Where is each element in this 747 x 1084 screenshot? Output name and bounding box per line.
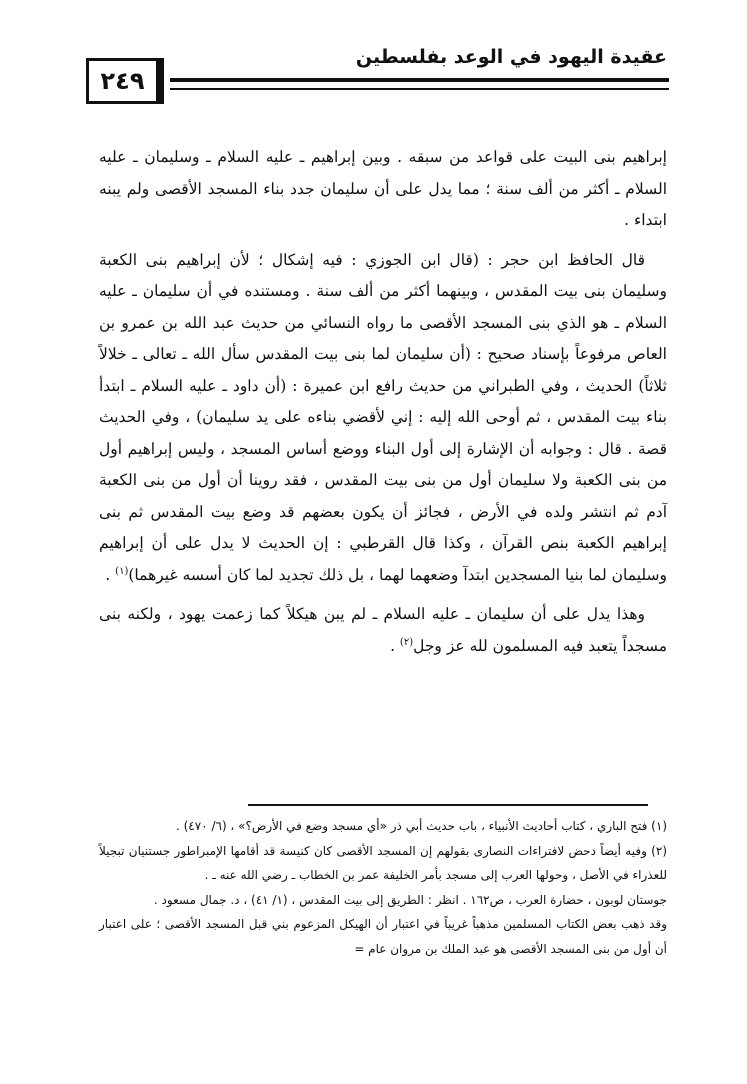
running-title: عقيدة اليهود في الوعد بفلسطين bbox=[355, 46, 667, 68]
paragraph bbox=[99, 142, 667, 237]
main-text bbox=[99, 142, 667, 670]
paragraph-end: . bbox=[390, 636, 400, 655]
paragraph-text: إبراهيم بنى البيت على قواعد من سبقه . وبين إبراهيم ـ عليه السلام ـ وسليمان ـ عليه السلام ـ أكثر من ألف سنة ؛ مما يدل على أن سليمان جدد بناء المسجد الأقصى ولم يبنه ابتداء . bbox=[99, 148, 667, 229]
footnote-ref: (١) bbox=[115, 565, 129, 577]
paragraph-text: قال الحافظ ابن حجر : (قال ابن الجوزي : فيه إشكال ؛ لأن إبراهيم بنى الكعبة وسليمان بنى بيت المقدس ، وبينهما أكثر من ألف سنة . ومستنده في أن سليمان ـ عليه السلام ـ هو الذي بنى المسجد الأقصى ما رواه النسائي من حديث عبد الله بن عمرو بن العاص مرفوعاً بإسناد صحيح : (أن سليمان لما بنى بيت المقدس سأل الله ـ تعالى ـ خلالاً ثلاثاً) الحديث ، وفي الطبراني من حديث رافع ابن عميرة : (أن داود ـ عليه السلام ـ ابتدأ بناء بيت المقدس ، ثم أوحى الله إليه : إني لأقضي بناءه على يد سليمان) ، وفي الحديث قصة . قال : وجوابه أن الإشارة إلى أول البناء ووضع أساس المسجد ، وليس إبراهيم أول من بنى الكعبة ولا سليمان أول من بنى بيت المقدس ، فقد روينا أن أول من بنى الكعبة آدم ثم انتشر ولده في الأرض ، فجائز أن يكون بعضهم قد وضع بيت المقدس ثم بنى إبراهيم الكعبة بنص القرآن ، وكذا قال القرطبي : إن الحديث لا يدل على أن إبراهيم وسليمان لما بنيا المسجدين ابتدآ وضعهما لهما ، بل ذلك تجديد لما كان أسسه غيرهما) bbox=[99, 250, 667, 584]
footnote-separator bbox=[248, 804, 648, 806]
footnote: وقد ذهب بعض الكتاب المسلمين مذهباً غريباً في اعتبار أن الهيكل المزعوم بني قبل المسجد الأقصى ؛ على اعتبار أن أول من بنى المسجد الأقصى هو عبد الملك بن مروان عام = bbox=[99, 917, 667, 956]
paragraph bbox=[99, 599, 667, 662]
footnote: (١) فتح الباري ، كتاب أحاديث الأنبياء ، باب حديث أبي ذر «أي مسجد وضع في الأرض؟» ، (٦/ ٤٧٠) . bbox=[175, 819, 667, 833]
footnote: جوستان لوبون ، حضارة العرب ، ص١٦٢ . انظر : الطريق إلى بيت المقدس ، (١/ ٤١) ، د. جمال مسعود . bbox=[153, 892, 667, 907]
header-rule-thin bbox=[170, 88, 669, 90]
footnote: (٢) وفيه أيضاً دحض لافتراءات النصارى بقولهم إن المسجد الأقصى كان كنيسة قد أقامها الإمبراطور جستنيان تبجيلاً للعذراء في الأصل ، وحولها العرب إلى مسجد بأمر الخليفة عمر بن الخطاب ـ رضي الله عنه ـ . bbox=[99, 843, 667, 882]
footnotes bbox=[99, 814, 667, 961]
footnote-ref: (٢) bbox=[399, 636, 414, 648]
header-rule-thick bbox=[170, 78, 669, 82]
page-number: ٢٤٩ bbox=[86, 58, 164, 104]
paragraph-text: وهذا يدل على أن سليمان ـ عليه السلام ـ لم يبن هيكلاً كما زعمت يهود ، ولكنه بنى مسجداً يتعبد فيه المسلمون لله عز وجل bbox=[99, 605, 667, 655]
paragraph-end: . bbox=[105, 565, 116, 584]
paragraph bbox=[99, 245, 667, 592]
